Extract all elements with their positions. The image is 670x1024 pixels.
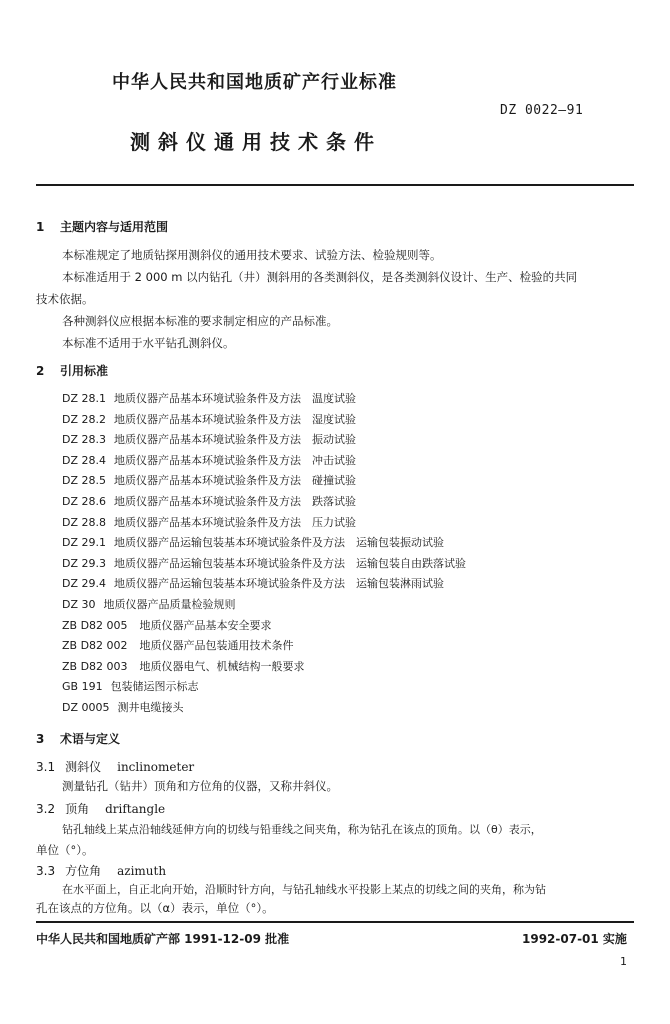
reference-code: ZB D82 005: [62, 618, 128, 632]
section-title: 术语与定义: [60, 732, 121, 746]
term-definition: 钻孔轴线上某点沿轴线延伸方向的切线与铅垂线之间夹角，称为钻孔在该点的顶角。以（θ）表示，: [62, 823, 542, 836]
term-entry: [36, 862, 166, 879]
header-divider: [36, 184, 634, 186]
term-entry: [36, 800, 165, 817]
section-2-heading: [36, 362, 108, 379]
footer-divider: [36, 921, 634, 923]
term-number: 3.3: [36, 864, 56, 878]
term-english: driftangle: [105, 802, 166, 816]
term-definition: 测量钻孔（钻井）顶角和方位角的仪器，又称井斜仪。: [62, 779, 338, 793]
reference-item: [62, 658, 305, 674]
term-definition-continuation: 单位（°）。: [36, 843, 94, 857]
reference-title: 地质仪器产品基本环境试验条件及方法 温度试验: [114, 392, 356, 405]
reference-item: [62, 390, 356, 406]
section-1-heading: [36, 218, 168, 235]
term-english: inclinometer: [117, 760, 195, 774]
reference-item: [62, 534, 444, 550]
reference-item: [62, 431, 356, 447]
section-number: 1: [36, 220, 45, 234]
reference-item: [62, 699, 184, 715]
paragraph-continuation: 技术依据。: [36, 292, 94, 306]
reference-title: 地质仪器电气、机械结构一般要求: [139, 659, 305, 673]
reference-code: DZ 28.6: [62, 495, 106, 508]
reference-title: 地质仪器产品基本环境试验条件及方法 压力试验: [114, 515, 356, 529]
reference-code: GB 191: [62, 680, 103, 694]
reference-code: DZ 30: [62, 598, 96, 611]
term-english: azimuth: [117, 864, 167, 878]
standard-number: DZ 0022—91: [500, 103, 584, 118]
reference-code: DZ 28.3: [62, 433, 106, 447]
reference-code: DZ 29.1: [62, 536, 106, 550]
reference-code: DZ 29.4: [62, 577, 106, 591]
reference-title: 测井电缆接头: [117, 701, 184, 714]
reference-code: DZ 28.8: [62, 515, 106, 529]
section-title: 主题内容与适用范围: [60, 220, 169, 234]
reference-code: DZ 28.1: [62, 392, 106, 405]
reference-code: DZ 28.5: [62, 474, 106, 488]
reference-item: [62, 555, 466, 571]
term-definition-continuation: 孔在该点的方位角。以（α）表示，单位（°）。: [36, 901, 274, 915]
reference-title: 地质仪器产品运输包装基本环境试验条件及方法 运输包装自由跌落试验: [114, 556, 466, 570]
reference-item: [62, 452, 356, 468]
term-chinese: 测斜仪: [65, 760, 102, 774]
section-number: 2: [36, 364, 45, 378]
approval-line: 中华人民共和国地质矿产部 1991-12-09 批准: [36, 932, 290, 946]
reference-title: 地质仪器产品基本安全要求: [139, 618, 272, 632]
reference-item: [62, 637, 294, 653]
reference-code: DZ 28.2: [62, 412, 106, 426]
term-chinese: 方位角: [65, 864, 102, 878]
reference-title: 地质仪器产品基本环境试验条件及方法 振动试验: [114, 433, 356, 447]
issuing-standard-header: 中华人民共和国地质矿产行业标准: [112, 72, 397, 93]
reference-title: 地质仪器产品质量检验规则: [103, 598, 236, 611]
reference-title: 地质仪器产品基本环境试验条件及方法 跌落试验: [114, 495, 356, 508]
term-chinese: 顶角: [65, 802, 90, 816]
reference-item: [62, 617, 272, 633]
reference-title: 地质仪器产品基本环境试验条件及方法 湿度试验: [114, 412, 356, 426]
reference-code: DZ 0005: [62, 701, 110, 714]
paragraph: 本标准规定了地质钻探用测斜仪的通用技术要求、试验方法、检验规则等。: [62, 248, 442, 262]
reference-item: [62, 472, 356, 488]
reference-title: 地质仪器产品基本环境试验条件及方法 冲击试验: [114, 453, 356, 467]
reference-code: ZB D82 003: [62, 659, 128, 673]
document-title: 测斜仪通用技术条件: [130, 130, 382, 154]
reference-title: 包装储运图示标志: [110, 680, 199, 694]
reference-item: [62, 493, 356, 509]
page-number: 1: [620, 955, 627, 968]
paragraph: 各种测斜仪应根据本标准的要求制定相应的产品标准。: [62, 314, 338, 328]
section-3-heading: [36, 730, 120, 747]
term-definition: 在水平面上，自正北向开始，沿顺时针方向，与钻孔轴线水平投影上某点的切线之间的夹角，称为钻: [62, 883, 546, 896]
reference-item: [62, 514, 356, 530]
reference-code: DZ 28.4: [62, 453, 106, 467]
reference-title: 地质仪器产品基本环境试验条件及方法 碰撞试验: [114, 474, 356, 488]
term-number: 3.1: [36, 760, 56, 774]
reference-title: 地质仪器产品运输包装基本环境试验条件及方法 运输包装淋雨试验: [114, 577, 444, 591]
reference-title: 地质仪器产品包装通用技术条件: [139, 639, 294, 653]
section-title: 引用标准: [60, 364, 109, 378]
section-number: 3: [36, 732, 45, 746]
reference-item: [62, 575, 444, 591]
effective-date: 1992-07-01 实施: [522, 932, 627, 946]
reference-item: [62, 678, 199, 694]
paragraph: 本标准适用于 2 000 m 以内钻孔（井）测斜用的各类测斜仪，是各类测斜仪设计、生产、检验的共同: [62, 270, 578, 284]
reference-code: DZ 29.3: [62, 556, 106, 570]
term-number: 3.2: [36, 802, 56, 816]
reference-title: 地质仪器产品运输包装基本环境试验条件及方法 运输包装振动试验: [114, 536, 444, 550]
term-entry: [36, 758, 194, 775]
reference-item: [62, 411, 356, 427]
reference-item: [62, 596, 236, 612]
paragraph: 本标准不适用于水平钻孔测斜仪。: [62, 336, 235, 350]
reference-code: ZB D82 002: [62, 639, 128, 653]
